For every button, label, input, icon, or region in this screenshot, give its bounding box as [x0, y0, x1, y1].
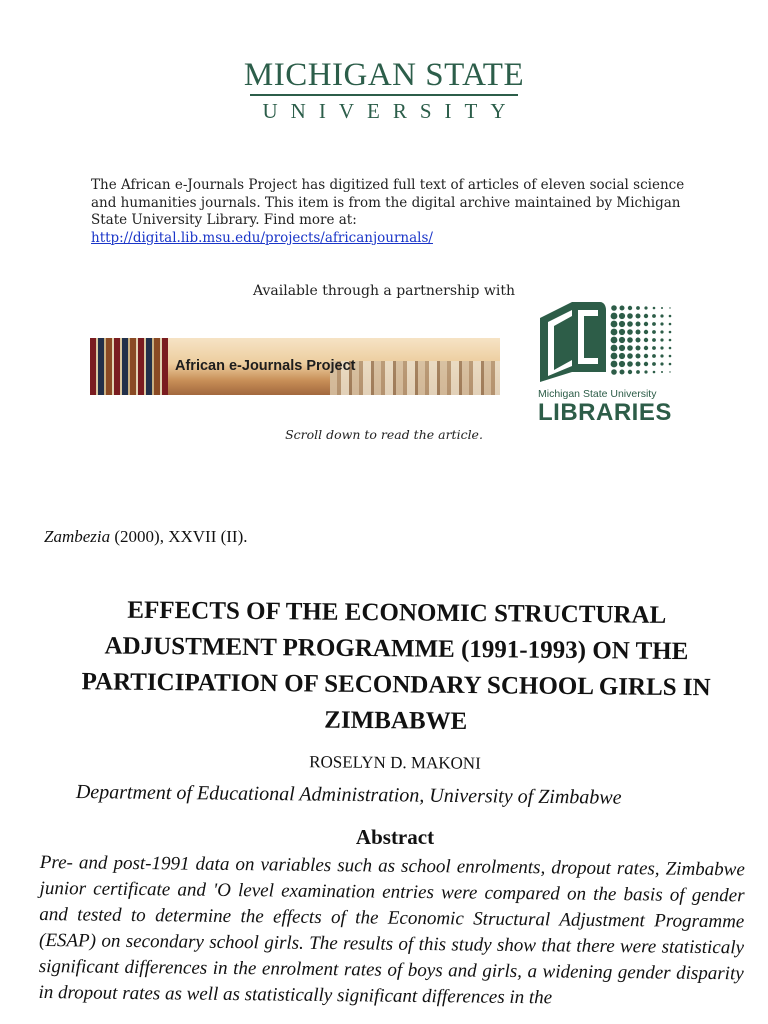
- citation-journal: Zambezia: [44, 527, 111, 546]
- libraries-title: LIBRARIES: [538, 399, 672, 426]
- intro-text: The African e-Journals Project has digitized full text of articles of eleven social science and humanities journals. This item is from the digital archive maintained by Michigan State University Library. Find more at:: [91, 177, 685, 228]
- article-title: EFFECTS OF THE ECONOMIC STRUCTURAL ADJUSTMENT PROGRAMME (1991-1993) ON THE PARTICIPATION OF SECONDARY SCHOOL GIRLS IN ZIMBABWE: [81, 596, 711, 735]
- msu-logo-rule: [250, 94, 518, 96]
- msu-libraries-logo: [538, 300, 688, 430]
- partnership-text: Available through a partnership with: [252, 283, 516, 299]
- msu-logo-line2: UNIVERSITY: [262, 99, 519, 123]
- african-ejournals-banner: [90, 338, 500, 395]
- scroll-note: Scroll down to read the article.: [285, 427, 483, 442]
- libraries-subtitle: Michigan State University: [538, 388, 657, 400]
- abstract-text: Pre- and post-1991 data on variables such as school enrolments, dropout rates, Zimbabwe junior certificate and 'O level examination entries were compared on the basis of gender and tested to determine the effects of the Economic Structural Adjustment Programme (ESAP) on secondary school girls. The results of this study show that there were statisticaly significant differences in the enrolment rates of boys and girls, a widening gender disparity in dropout rates as well as statistically significant differences in the: [38, 851, 745, 1009]
- citation-volume: (2000), XXVII (II).: [114, 527, 248, 546]
- citation: [44, 527, 248, 547]
- scanned-article-page: [0, 520, 768, 1024]
- libraries-book-icon: [538, 300, 683, 384]
- msu-logo-line1: MICHIGAN STATE: [243, 57, 525, 93]
- abstract-heading: Abstract: [355, 825, 435, 849]
- msu-logo: [0, 58, 768, 122]
- books-image: [90, 338, 168, 395]
- article-author: ROSELYN D. MAKONI: [309, 752, 481, 773]
- project-link[interactable]: http://digital.lib.msu.edu/projects/africanjournals/: [91, 229, 433, 246]
- banner-title: African e-Journals Project: [175, 358, 356, 374]
- author-department: Department of Educational Administration, University of Zimbabwe: [75, 781, 622, 809]
- intro-paragraph: [91, 177, 691, 247]
